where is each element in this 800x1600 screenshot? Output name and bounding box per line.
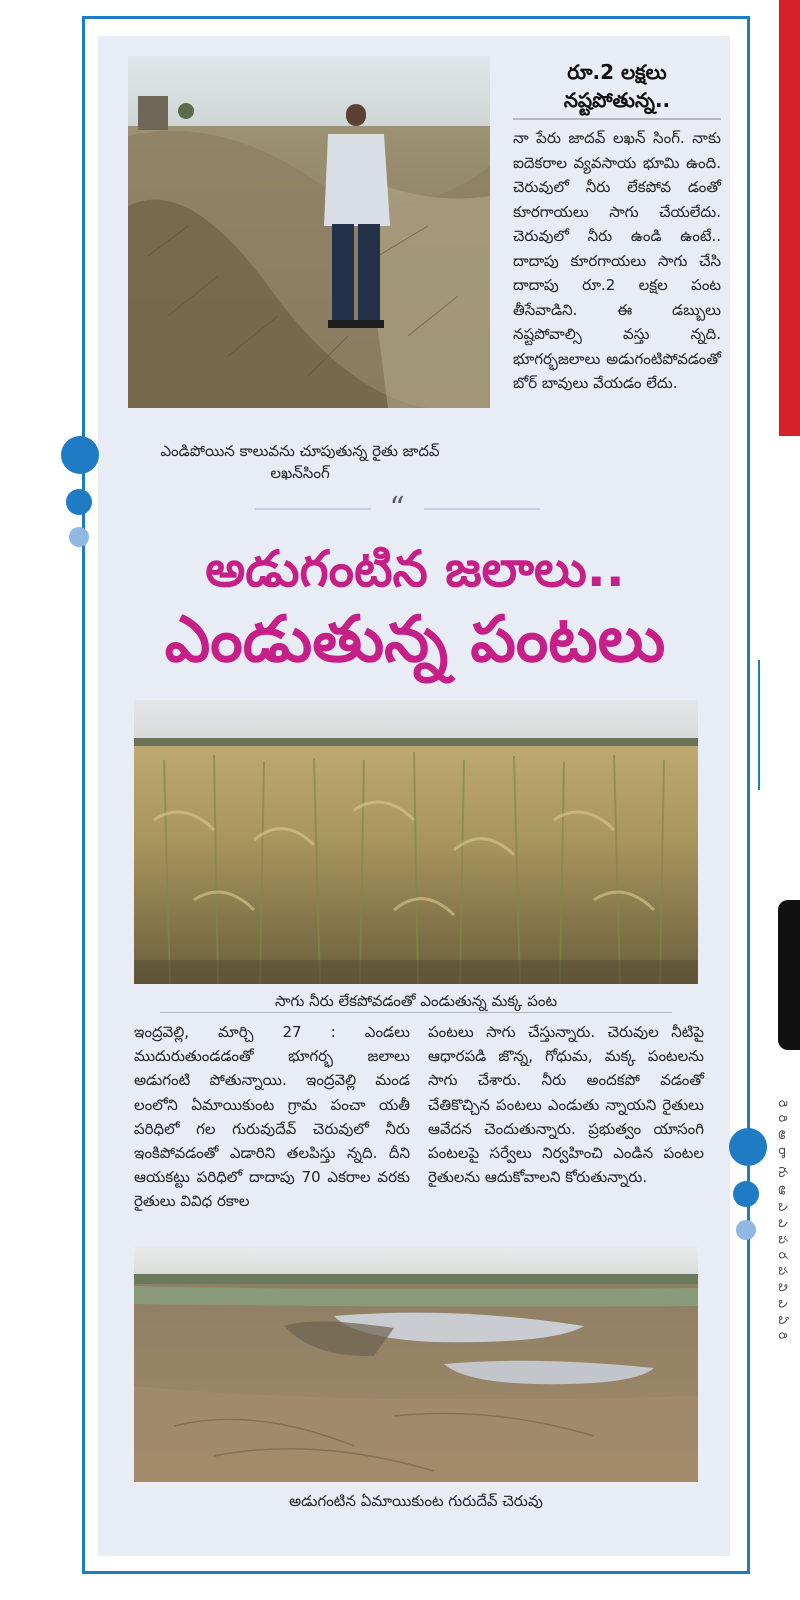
headline-line-1: అడుగంటిన జలాలు.. [205,540,625,598]
divider-left [255,508,371,510]
divider-right [424,508,540,510]
adjacent-column-rule [758,660,760,790]
farmer-photo-caption: ఎండిపోయిన కాలువను చూపుతున్న రైతు జాదవ్ లఖన్‌సింగ్ [160,442,440,482]
farmer-canal-photo [128,56,490,408]
decor-dot-medium-right [733,1181,759,1207]
adjacent-red-column-strip [779,0,800,436]
headline-line-2: ఎండుతున్న పంటలు [164,603,666,677]
dried-pond-photo-image [134,1246,698,1482]
decor-dot-large [61,436,99,474]
decor-dot-small [69,527,89,547]
maize-field-photo [134,700,698,984]
maize-field-photo-image [134,700,698,984]
quote-body: నా పేరు జాదవ్ లఖన్ సింగ్. నాకు ఐదెకరాల వ్యవసాయ భూమి ఉంది. చెరువులో నీరు లేకపోవ డంతో కూరగాయలు సాగు చేయలేదు. చెరువులో నీరు ఉండి ఉంటే.. దాదాపు కూరగాయలు సాగు చేసి దాదాపు రూ.2 లక్షల పంట తీసేవాడిని. ఈ డబ్బులు నష్టపోవాల్సి వస్తు న్నది. భూగర్భజలాలు అడుగంటిపోవడంతో బోర్ బావులు వేయడం లేదు. [513,129,721,392]
decor-dot-medium [66,489,92,515]
maize-photo-caption: సాగు నీరు లేకపోవడంతో ఎండుతున్న మక్క పంట [160,990,672,1013]
decor-dot-large-right [729,1128,767,1166]
adjacent-dark-block [778,900,800,1050]
adjacent-article-edge-text: రె రి అ రా గు ఆ ఎ ఎ ప ర ప వి ఎ ఏ రి [776,1100,790,1342]
farmer-quote-box [513,58,721,396]
pond-photo-caption: అడుగంటిన ఏమాయికుంట గురుదేవ్ చెరువు [289,1492,543,1510]
decor-dot-small-right [736,1220,756,1240]
quote-title: రూ.2 లక్షలు నష్టపోతున్న.. [513,58,721,120]
dried-pond-photo [134,1246,698,1482]
body-column-2: పంటలు సాగు చేస్తున్నారు. చెరువుల నీటిపై ఆధారపడి జొన్న, గోధుమ, మక్క పంటలను సాగు చేశారు. నీరు అందకపో వడంతో చేతికొచ్చిన పంటలు ఎండుతు న్నాయని రైతులు ఆవేదన చెందుతున్నారు. ప్రభుత్వం యాసంగి పంటలపై సర్వేలు నిర్వహించి ఎండిన పంటల రైతులను ఆదుకోవాలని కోరుతున్నారు. [428,1023,704,1187]
quote-mark-icon: “ [389,491,405,526]
body-column-1: ఇంద్రవెల్లి, మార్చి 27 : ఎండలు ముదురుతుండడంతో భూగర్భ జలాలు అడుగంటి పోతున్నాయి. ఇంద్రవెల్లి మండ లంలోని ఏమాయికుంట గ్రామ పంచా యతీ పరిధిలో గల గురువుదేవ్ చెరువులో నీరు ఇంకిపోవడంతో ఎడారిని తలపిస్తు న్నది. దీని ఆయకట్టు పరిధిలో దాదాపు 70 ఎకరాల వరకు రైతులు వివిధ రకాల [134,1023,410,1211]
farmer-canal-photo-image [128,56,490,408]
